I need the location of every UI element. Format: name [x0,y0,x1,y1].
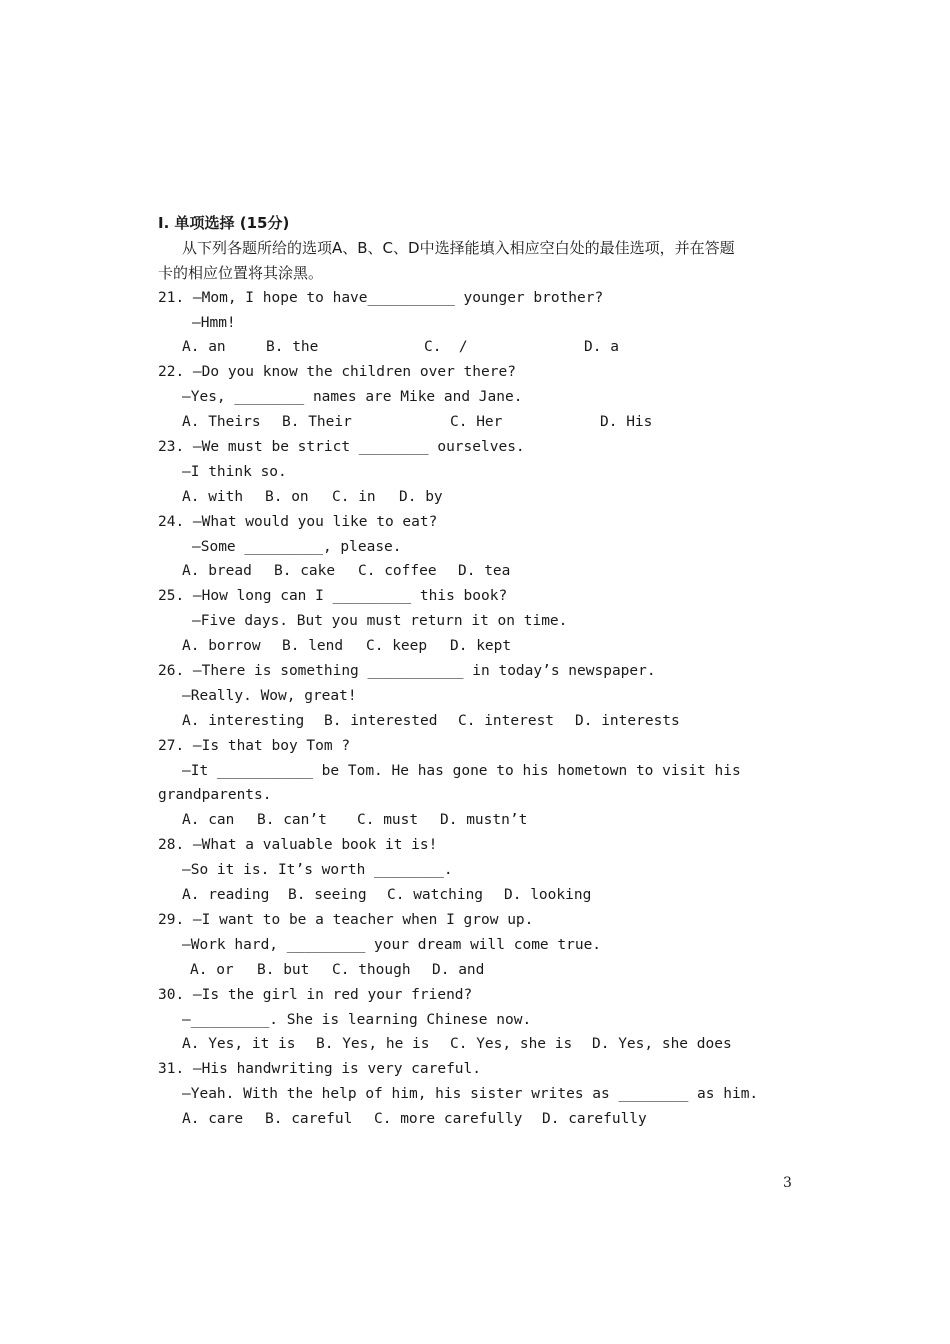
question-22-reply: —Yes, ________ names are Mike and Jane. [182,389,523,406]
question-22-options [158,410,798,435]
question-30-options [158,1032,798,1057]
option-a: A. Yes, it is [182,1036,296,1053]
question-26-options [158,709,798,734]
question-27-reply: —It ___________ be Tom. He has gone to his hometown to visit his [182,762,741,779]
question-23-options [158,485,798,510]
option-c: C. in [332,488,376,505]
option-c: C. Yes, she is [450,1036,573,1053]
question-23-prompt: 23. —We must be strict ________ ourselves. [158,439,525,456]
option-d: D. a [584,339,619,356]
question-24-prompt: 24. —What would you like to eat? [158,513,438,530]
option-d: D. and [432,961,485,978]
question-27-reply-continued: grandparents. [158,787,272,804]
question-30-reply: —_________. She is learning Chinese now. [182,1011,532,1028]
option-a: A. bread [182,563,252,580]
option-b: B. can’t [257,812,327,829]
option-c: C. Her [450,414,503,431]
option-a: A. or [190,961,234,978]
option-b: B. cake [274,563,336,580]
option-a: A. with [182,488,244,505]
instruction-line-2: 卡的相应位置将其涂黑。 [158,263,324,282]
question-21-reply: —Hmm! [192,314,236,331]
exam-section [158,211,798,1132]
option-c: C. watching [387,887,484,904]
question-25-prompt: 25. —How long can I _________ this book? [158,588,508,605]
option-d: D. looking [504,887,592,904]
option-b: B. careful [265,1111,353,1128]
option-d: D. mustn’t [440,812,528,829]
question-28-reply: —So it is. It’s worth ________. [182,862,453,879]
option-b: B. seeing [288,887,367,904]
option-c: C. more carefully [374,1111,523,1128]
option-b: B. but [257,961,310,978]
option-a: A. can [182,812,235,829]
question-31-prompt: 31. —His handwriting is very careful. [158,1061,482,1078]
question-28-options [158,883,798,908]
option-d: D. kept [450,638,512,655]
question-22-prompt: 22. —Do you know the children over there? [158,364,516,381]
question-25-options [158,634,798,659]
option-d: D. by [399,488,443,505]
question-21-prompt: 21. —Mom, I hope to have__________ younger brother? [158,289,604,306]
option-c: C. coffee [358,563,437,580]
option-c: C. keep [366,638,428,655]
option-c: C. though [332,961,411,978]
option-b: B. Their [282,414,352,431]
option-a: A. care [182,1111,244,1128]
question-23-reply: —I think so. [182,463,287,480]
option-a: A. borrow [182,638,261,655]
page-number: 3 [783,1175,792,1191]
option-a: A. reading [182,887,270,904]
option-d: D. tea [458,563,511,580]
question-30-prompt: 30. —Is the girl in red your friend? [158,986,473,1003]
option-b: B. the [266,339,319,356]
question-24-reply: —Some _________, please. [192,538,402,555]
question-26-prompt: 26. —There is something ___________ in today’s newspaper. [158,663,656,680]
option-a: A. Theirs [182,414,261,431]
question-27-prompt: 27. —Is that boy Tom ? [158,737,351,754]
question-29-prompt: 29. —I want to be a teacher when I grow up. [158,911,534,928]
option-a: A. an [182,339,226,356]
instruction-line-1: 从下列各题所给的选项A、B、C、D中选择能填入相应空白处的最佳选项，并在答题 [182,238,735,257]
option-b: B. interested [324,712,438,729]
option-d: D. Yes, she does [592,1036,732,1053]
question-28-prompt: 28. —What a valuable book it is! [158,837,438,854]
question-31-reply: —Yeah. With the help of him, his sister writes as ________ as him. [182,1086,759,1103]
option-c: C. / [424,339,468,356]
option-d: D. carefully [542,1111,647,1128]
option-d: D. interests [575,712,680,729]
option-c: C. must [357,812,419,829]
question-29-options [158,958,798,983]
option-b: B. Yes, he is [316,1036,430,1053]
option-a: A. interesting [182,712,305,729]
question-26-reply: —Really. Wow, great! [182,687,357,704]
option-b: B. lend [282,638,344,655]
option-b: B. on [265,488,309,505]
question-25-reply: —Five days. But you must return it on time. [192,613,568,630]
question-31-options [158,1107,798,1132]
question-24-options [158,559,798,584]
question-27-options [158,808,798,833]
question-21-options [158,335,798,360]
option-c: C. interest [458,712,555,729]
section-heading: Ⅰ. 单项选择 (15分) [158,214,290,232]
question-29-reply: —Work hard, _________ your dream will come true. [182,936,602,953]
option-d: D. His [600,414,653,431]
